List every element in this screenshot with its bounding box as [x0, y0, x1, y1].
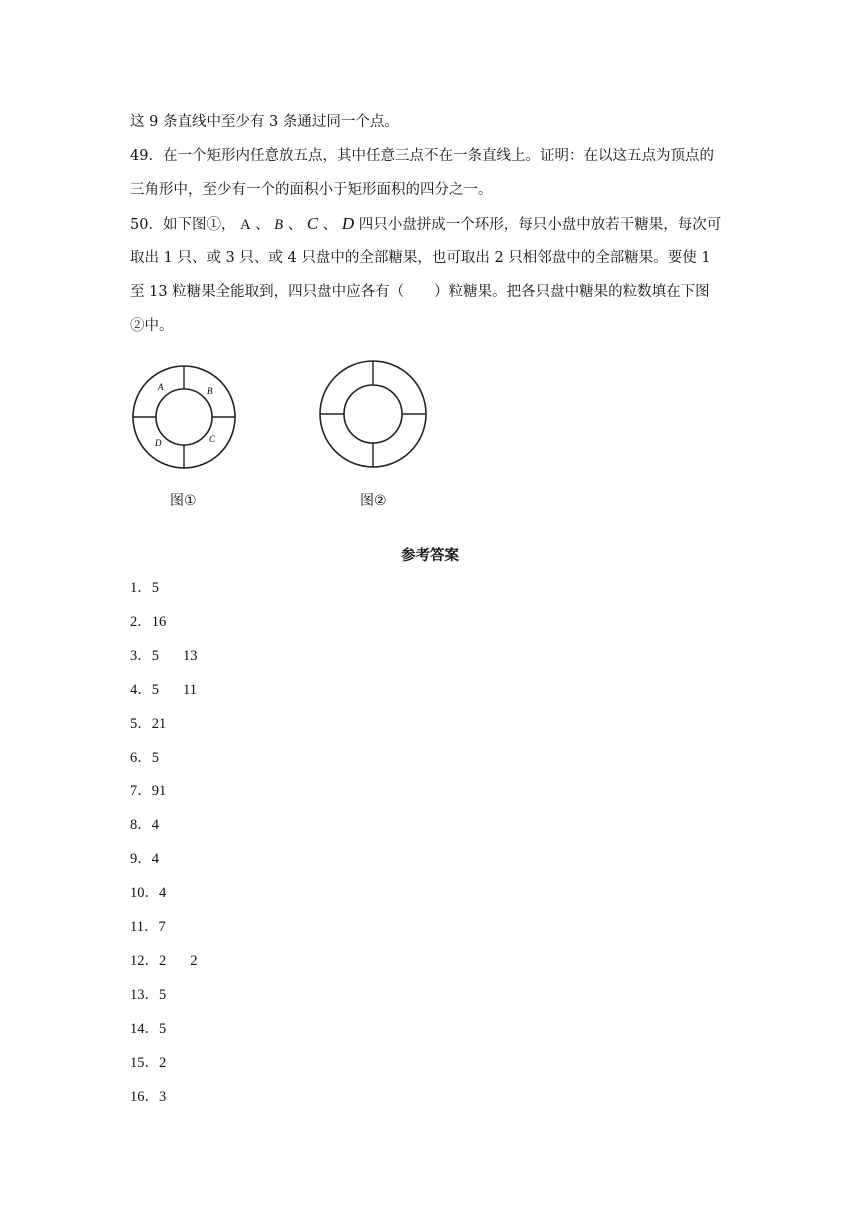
answer-number: 8．: [130, 817, 152, 834]
answer-number: 14．: [130, 1020, 159, 1037]
answer-number: 1．: [130, 580, 152, 596]
question-49-line-2: 三角形中，至少有一个的面积小于矩形面积的四分之一。: [130, 182, 493, 198]
inner-circle: [344, 385, 402, 443]
answer-value: 5: [159, 1020, 167, 1037]
answer-item: [130, 1051, 166, 1072]
answer-number: 6．: [130, 749, 152, 766]
answer-item: [130, 949, 198, 970]
answer-item: [130, 881, 166, 902]
plate-b-label: B: [274, 217, 284, 233]
answer-item: [130, 1085, 166, 1106]
answer-number: 16．: [130, 1088, 159, 1105]
plate-c-label: C: [306, 214, 319, 233]
plate-c-text: C: [209, 434, 216, 444]
answer-item: [130, 915, 166, 936]
question-50-line-4: ②中。: [130, 318, 174, 334]
answer-value: 16: [151, 613, 167, 630]
answer-number: 13．: [130, 986, 159, 1003]
answer-value: 5: [151, 749, 159, 766]
question-50-prefix: 50．如下图①，: [130, 217, 236, 233]
question-50-line-3: [130, 282, 710, 302]
answer-number: 9．: [130, 851, 152, 868]
answer-value: 7: [158, 919, 166, 935]
question-50-rest: 四只小盘拼成一个环形，每只小盘中放若干糖果，每次可: [358, 217, 722, 233]
answer-value-2: 13: [183, 647, 198, 664]
figure-1-ring: [130, 363, 238, 471]
answer-item: [130, 983, 166, 1004]
answer-value: 5: [151, 647, 159, 664]
answer-value: 91: [151, 783, 167, 800]
separator: 、: [287, 217, 303, 233]
answer-item: [130, 712, 166, 733]
answer-item: [130, 813, 159, 834]
answer-item: [130, 678, 197, 699]
question-49-line-1: 49．在一个矩形内任意放五点，其中任意三点不在一条直线上。证明：在以这五点为顶点的: [130, 148, 714, 164]
answer-number: 11．: [130, 919, 159, 935]
text-line: 这 9 条直线中至少有 3 条通过同一个点。: [130, 114, 399, 130]
answer-number: 2．: [130, 613, 152, 630]
separator: 、: [255, 217, 270, 233]
answers-title: 参考答案: [401, 548, 459, 564]
plate-d-label: D: [341, 214, 355, 233]
answer-value: 5: [151, 681, 159, 698]
answer-value: 2: [159, 1054, 167, 1071]
figure-2-caption: 图②: [360, 493, 387, 509]
answer-number: 10．: [130, 885, 159, 902]
answer-item: [130, 610, 166, 631]
answer-number: 7．: [130, 783, 152, 800]
answer-value-2: 2: [190, 952, 198, 969]
answer-item: [130, 1017, 166, 1038]
answer-value: 5: [159, 986, 167, 1003]
question-50-line-2: 取出 1 只、或 3 只、或 4 只盘中的全部糖果，也可取出 2 只相邻盘中的全部糖果。要使 1: [130, 250, 711, 266]
answer-value: 4: [151, 817, 159, 834]
answer-number: 3．: [130, 647, 152, 664]
figure-2-ring: [317, 360, 429, 468]
answer-item: [130, 847, 159, 868]
answer-item: [130, 576, 159, 597]
answer-item: [130, 779, 166, 800]
question-50-line-3-start: 至 13 粒糖果全能取到，四只盘中应各有（: [130, 284, 405, 300]
answer-number: 15．: [130, 1054, 159, 1071]
plate-a-text: A: [158, 382, 164, 392]
answer-value: 2: [159, 952, 167, 969]
answer-value: 4: [151, 851, 159, 868]
separator: 、: [322, 217, 338, 233]
answer-value-2: 11: [183, 681, 197, 698]
answer-number: 5．: [130, 715, 152, 732]
plate-a-label: A: [240, 217, 251, 233]
answer-value: 5: [151, 580, 159, 596]
plate-d-text: D: [155, 438, 162, 448]
answer-value: 4: [159, 885, 167, 902]
answer-item: [130, 644, 198, 665]
plate-b-text: B: [207, 386, 213, 396]
answer-value: 3: [159, 1088, 167, 1105]
figure-1-caption: 图①: [170, 493, 197, 509]
answer-number: 12．: [130, 952, 159, 969]
answer-value: 21: [151, 715, 167, 732]
question-50-line-3-end: ）粒糖果。把各只盘中糖果的粒数填在下图: [434, 284, 710, 300]
question-50-line-1: [130, 214, 721, 235]
inner-circle: [156, 389, 212, 445]
answer-item: [130, 746, 159, 767]
answer-number: 4．: [130, 681, 152, 698]
